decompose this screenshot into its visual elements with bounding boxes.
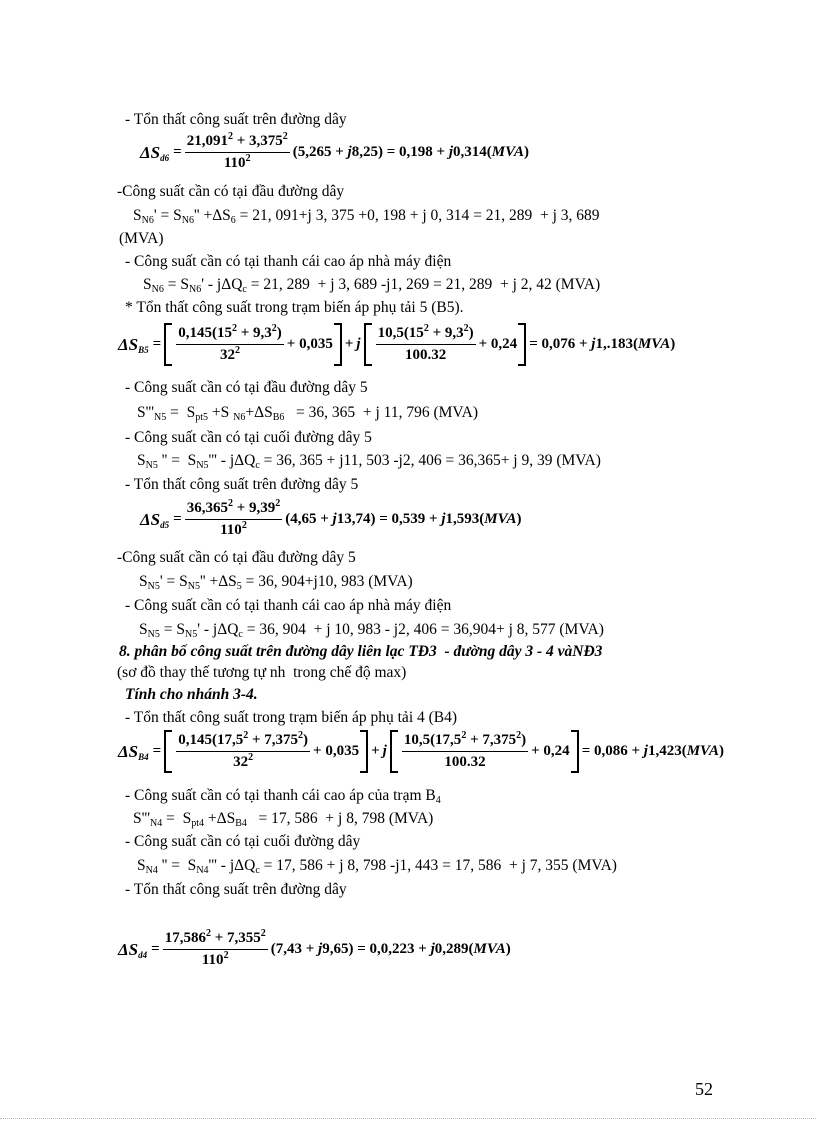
denominator: $110^2$ (223, 153, 251, 171)
denominator: 100.32 (444, 754, 486, 770)
addend: + 0,035 (313, 743, 360, 759)
fraction (163, 930, 268, 969)
text-line: (MVA) (119, 230, 164, 247)
eq-rhs: (4,65 + j13,74) = 0,539 + j1,593(MVA) (285, 511, 522, 527)
eq-plus: + (344, 336, 354, 352)
equation-delta-s-b4 (118, 730, 724, 773)
page-number: 52 (695, 1079, 713, 1099)
text-line: - Công suất cần có tại thanh cái cao áp nhà máy điện (125, 253, 452, 270)
denominator: $32^2$ (233, 752, 254, 770)
denominator: $110^2$ (220, 520, 247, 538)
equation-delta-s-d5 (140, 500, 521, 539)
fraction (185, 500, 283, 539)
bracket-group-active (164, 323, 342, 366)
numerator: $36,365^2 + 9,39^2$ (185, 500, 283, 520)
numerator: $0,145(15^2 + 9,3^2)$ (176, 325, 284, 345)
imaginary-unit: j (382, 743, 387, 759)
text-line: - Tổn thất công suất trên đường dây 5 (125, 476, 359, 493)
text-line: $S_{N5}' = S_{N5}'' +\Delta S_5 = 36$, 904+j10, 983 (MVA) (139, 573, 413, 592)
text-line: (sơ đồ thay thế tương tự nh trong chế độ max) (117, 664, 407, 681)
eq-equals: = (152, 336, 162, 352)
equation-delta-s-d4 (118, 930, 511, 969)
text-line: - Công suất cần có tại đầu đường dây 5 (125, 379, 368, 396)
text-line: $S_{N5}$ '' = $S_{N5}''' - j\Delta Q_c = 36$, 365 + j11, 503 -j2, 406 = 36,365+ j 9, 39 (MVA) (137, 452, 601, 471)
numerator: $10,5(15^2 + 9,3^2)$ (376, 325, 476, 345)
eq-lhs: $\Delta S_{d5}$ (140, 509, 170, 530)
addend: + 0,035 (286, 336, 333, 352)
eq-lhs: $\Delta S_{d6}$ (140, 142, 170, 163)
addend: + 0,24 (531, 743, 570, 759)
fraction (376, 325, 476, 364)
numerator: $0,145(17,5^2 + 7,375^2)$ (176, 732, 310, 752)
text-line: $S'''_{N4} = S_{pt4} +\Delta S_{B4} = 17$, 586 + j 8, 798 (MVA) (133, 810, 434, 829)
eq-rhs: (7,43 + j9,65) = 0,0,223 + j0,289(MVA) (270, 941, 511, 957)
fraction (185, 133, 290, 172)
text-line: $S_{N5} = S_{N5}' - j\Delta Q_c = 36$, 904 + j 10, 983 - j2, 406 = 36,904+ j 8, 577 (MVA) (139, 621, 604, 640)
eq-equals: = (151, 941, 160, 957)
equation-delta-s-b5 (118, 323, 675, 366)
text-line: -Công suất cần có tại đầu đường dây 5 (117, 549, 356, 566)
eq-lhs: $\Delta S_{d4}$ (118, 939, 148, 960)
imaginary-unit: j (356, 336, 361, 352)
eq-rhs: (5,265 + j8,25) = 0,198 + j0,314(MVA) (292, 144, 529, 160)
page-bottom-divider (0, 1118, 816, 1119)
eq-lhs: $\Delta S_{B5}$ (118, 334, 149, 355)
denominator: $110^2$ (201, 950, 229, 968)
section-heading: 8. phân bố công suất trên đường dây liên lạc TĐ3 - đường dây 3 - 4 vàNĐ3 (119, 643, 603, 660)
fraction (176, 732, 310, 771)
text-line: $S_{N6} = S_{N6}' - j\Delta Q_c = 21$, 289 + j 3, 689 -j1, 269 = 21, 289 + j 2, 42 (MVA) (143, 276, 601, 295)
eq-rhs: = 0,086 + j1,423(MVA) (581, 743, 724, 759)
eq-equals: = (152, 743, 162, 759)
fraction (402, 732, 528, 771)
text-line: - Công suất cần có tại thanh cái cao áp của trạm $B_4$ (125, 787, 441, 806)
text-line: $S'''_{N5} = S_{pt5} +S$ $_{N6}+\Delta S_{B6} = 36$, 365 + j 11, 796 (MVA) (137, 404, 478, 423)
denominator: 100.32 (404, 347, 447, 363)
numerator: $17,586^2 + 7,355^2$ (163, 930, 268, 950)
text-line: - Tổn thất công suất trong trạm biến áp phụ tải 4 (B4) (125, 709, 458, 726)
eq-equals: = (173, 511, 182, 527)
bracket-group-reactive (390, 730, 579, 773)
subsection-heading: Tính cho nhánh 3-4. (125, 686, 258, 703)
bracket-group-active (164, 730, 368, 773)
text-line: * Tổn thất công suất trong trạm biến áp phụ tải 5 (B5). (125, 299, 464, 316)
eq-equals: = (173, 144, 182, 160)
text-line: - Công suất cần có tại thanh cái cao áp nhà máy điện (125, 597, 452, 614)
bracket-group-reactive (364, 323, 527, 366)
text-line: - Tổn thất công suất trên đường dây (125, 111, 347, 128)
text-line: $S_{N6}' = S_{N6}'' +\Delta S_6 = 21$, 091+j 3, 375 +0, 198 + j 0, 314 = 21, 289 + j 3, 689 (133, 207, 600, 226)
eq-plus: + (371, 743, 380, 759)
fraction (176, 325, 284, 364)
text-line: - Công suất cần có tại cuối đường dây (125, 833, 361, 850)
eq-rhs: = 0,076 + j1,.183(MVA) (529, 336, 676, 352)
text-line: $S_{N4}$ '' = $S_{N4}''' - j\Delta Q_c = 17$, 586 + j 8, 798 -j1, 443 = 17, 586 + j 7, 355 (MVA) (137, 857, 617, 876)
text-line: - Công suất cần có tại cuối đường dây 5 (125, 429, 372, 446)
eq-lhs: $\Delta S_{B4}$ (118, 741, 149, 762)
text-line: -Công suất cần có tại đầu đường dây (117, 183, 345, 200)
text-line: - Tổn thất công suất trên đường dây (125, 881, 347, 898)
addend: + 0,24 (478, 336, 518, 352)
equation-delta-s-d6 (140, 133, 529, 172)
numerator: $10,5(17,5^2 + 7,375^2)$ (402, 732, 528, 752)
numerator: $21,091^2 + 3,375^2$ (185, 133, 290, 153)
denominator: $32^2$ (219, 345, 240, 363)
